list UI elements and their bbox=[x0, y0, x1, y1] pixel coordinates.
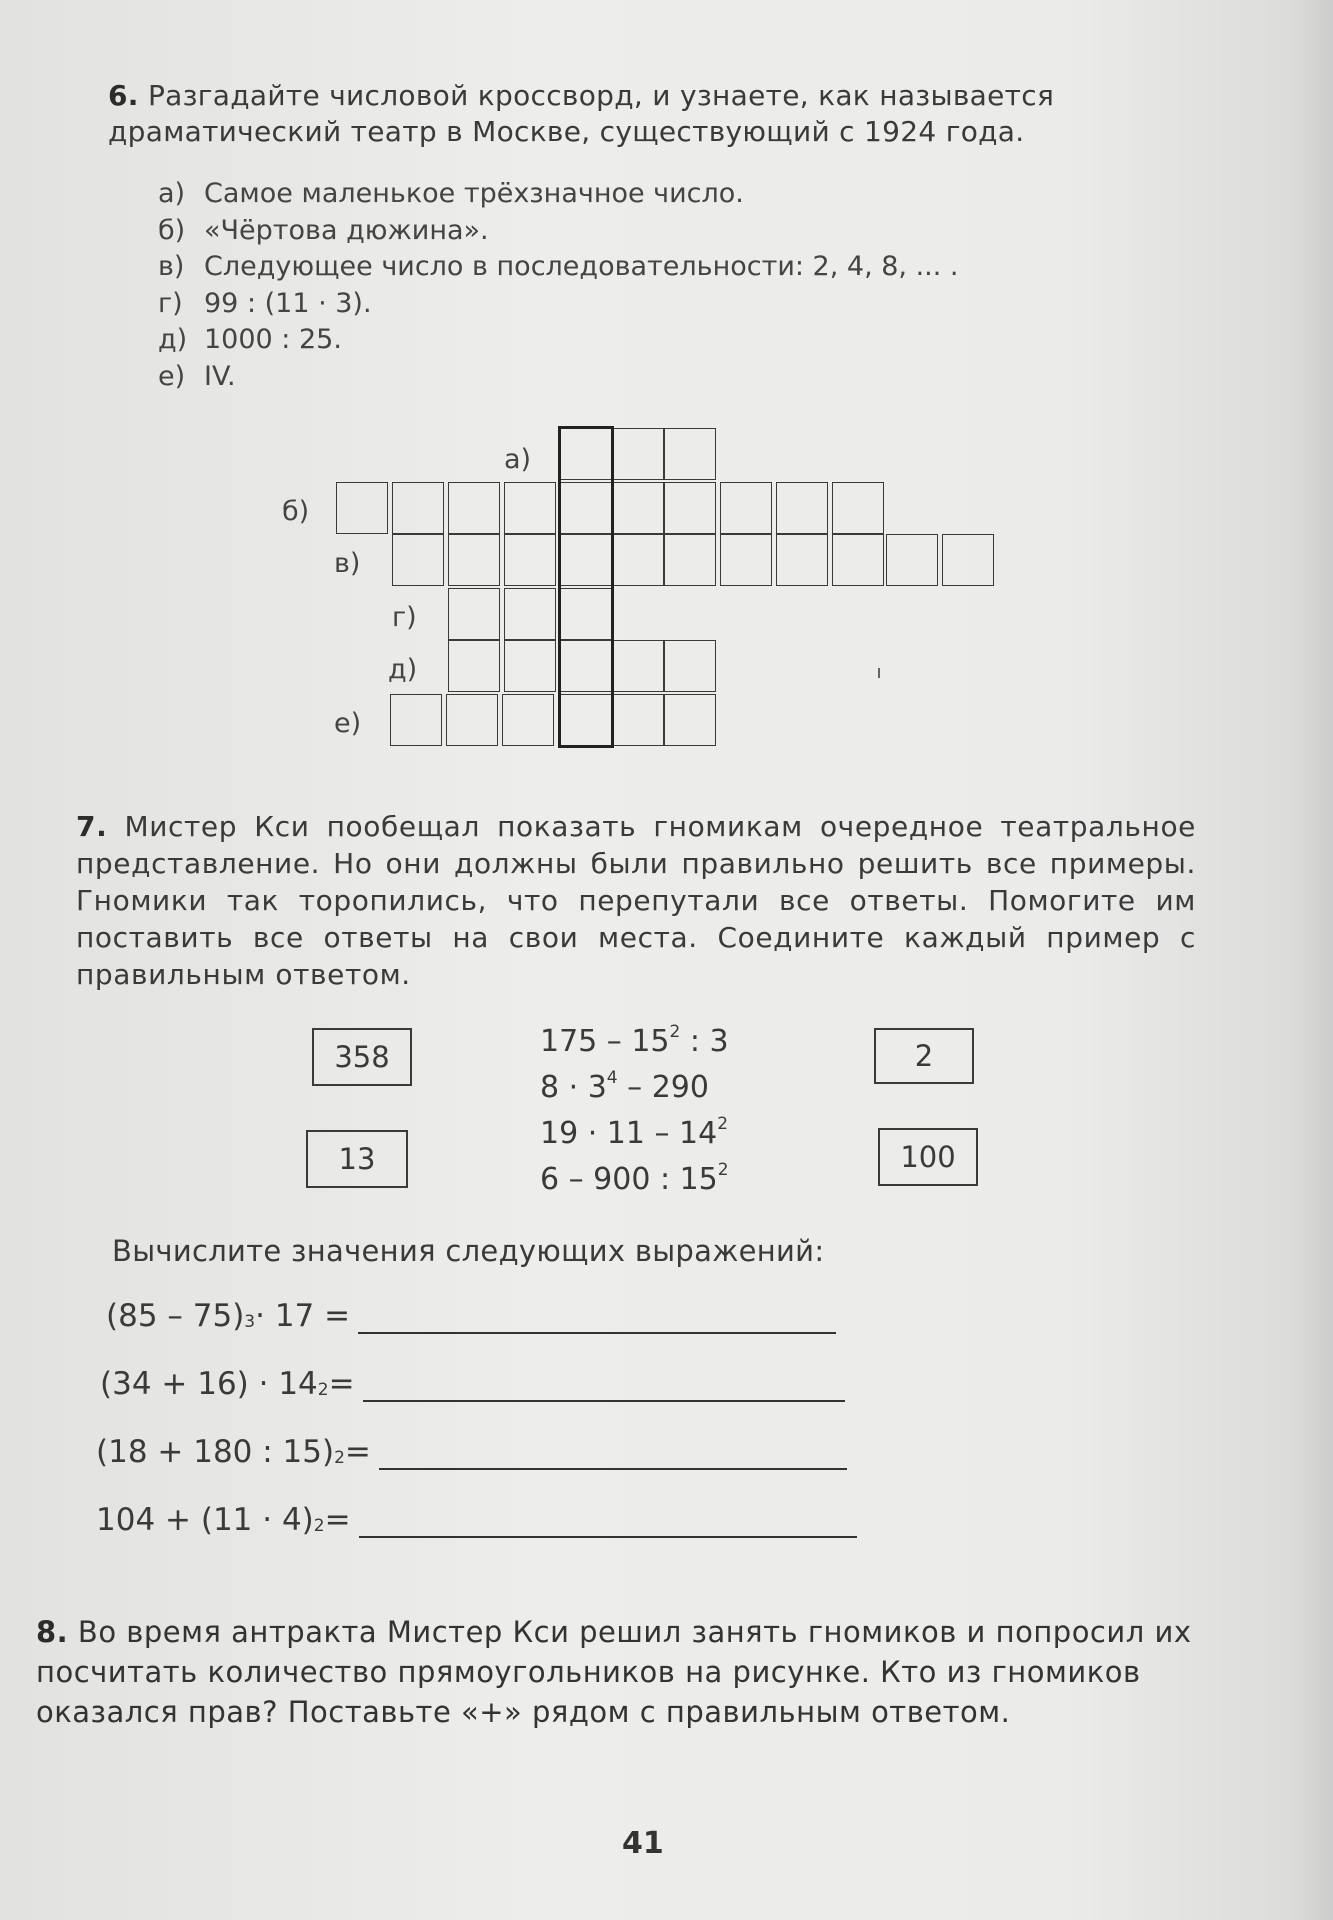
crossword-key-column bbox=[558, 426, 614, 748]
crossword-cell[interactable] bbox=[502, 694, 554, 746]
task6-heading bbox=[108, 78, 1054, 114]
calc-row-4: 104 + (11 · 4) $^2$ = bbox=[96, 1502, 857, 1538]
pencil-mark bbox=[878, 668, 880, 678]
crossword-cell[interactable] bbox=[776, 534, 828, 586]
crossword-cell[interactable] bbox=[336, 482, 388, 534]
crossword-label-v: в) bbox=[334, 548, 361, 579]
crossword-cell[interactable] bbox=[448, 588, 500, 640]
crossword-cell[interactable] bbox=[612, 534, 664, 586]
crossword-cell[interactable] bbox=[612, 482, 664, 534]
task7-number: 7. bbox=[76, 810, 108, 843]
task8-text bbox=[36, 1612, 1256, 1732]
answer-box-left-2[interactable]: 13 bbox=[306, 1130, 408, 1188]
clue-d: д) 1000 : 25. bbox=[158, 324, 342, 355]
calc-row-1: (85 – 75) $^3$ · 17 = bbox=[106, 1298, 836, 1334]
clue-g: г) 99 : (11 · 3). bbox=[158, 287, 372, 319]
task8-number: 8. bbox=[36, 1615, 69, 1649]
answer-line-1[interactable] bbox=[358, 1302, 836, 1334]
crossword-cell[interactable] bbox=[664, 482, 716, 534]
crossword-cell[interactable] bbox=[832, 482, 884, 534]
task7-text bbox=[76, 808, 1196, 993]
crossword-cell[interactable] bbox=[390, 694, 442, 746]
crossword-cell[interactable] bbox=[448, 482, 500, 534]
crossword-cell[interactable] bbox=[612, 640, 664, 692]
calc-row-2: (34 + 16) · 14 $^2$ = bbox=[100, 1366, 845, 1402]
crossword-cell[interactable] bbox=[504, 482, 556, 534]
task8-body: Во время антракта Мистер Кси решил занять гномиков и попросил их посчитать количество прямоугольников на рисунке. Кто из гномиков оказался прав? Поставьте «+» рядом с правильным ответом. bbox=[36, 1615, 1192, 1729]
expression-2[interactable]: $8 \cdot 3^4 - 290$ bbox=[540, 1068, 709, 1105]
crossword-cell[interactable] bbox=[448, 534, 500, 586]
crossword-cell[interactable] bbox=[664, 694, 716, 746]
page-number: 41 bbox=[622, 1826, 664, 1861]
crossword-cell[interactable] bbox=[504, 534, 556, 586]
crossword-cell[interactable] bbox=[776, 482, 828, 534]
crossword-label-d: д) bbox=[388, 654, 418, 685]
answer-line-4[interactable] bbox=[359, 1506, 857, 1538]
task6-number: 6. bbox=[108, 79, 139, 112]
clue-v: в) Следующее число в последовательности: 2, 4, 8, ... . bbox=[158, 251, 959, 282]
calc-heading: Вычислите значения следующих выражений: bbox=[112, 1234, 825, 1268]
crossword-label-a: а) bbox=[504, 444, 532, 475]
task6-text-line1: Разгадайте числовой кроссворд, и узнаете, как называется bbox=[147, 79, 1055, 112]
crossword-label-g: г) bbox=[392, 602, 417, 633]
crossword-cell[interactable] bbox=[720, 534, 772, 586]
crossword-cell[interactable] bbox=[720, 482, 772, 534]
task6-clue-list bbox=[158, 176, 958, 395]
crossword-label-b: б) bbox=[282, 496, 310, 527]
crossword-cell[interactable] bbox=[612, 694, 664, 746]
crossword-cell[interactable] bbox=[664, 428, 716, 480]
answer-box-right-1[interactable]: 2 bbox=[874, 1028, 974, 1084]
crossword-cell[interactable] bbox=[664, 534, 716, 586]
page-shadow bbox=[1293, 0, 1333, 1920]
answer-line-2[interactable] bbox=[363, 1370, 845, 1402]
crossword-cell[interactable] bbox=[504, 588, 556, 640]
crossword-cell[interactable] bbox=[504, 640, 556, 692]
crossword-cell[interactable] bbox=[446, 694, 498, 746]
clue-e: е) IV. bbox=[158, 360, 236, 392]
expression-3[interactable]: $19 \cdot 11 - 14^2$ bbox=[540, 1114, 729, 1151]
answer-box-right-2[interactable]: 100 bbox=[878, 1128, 978, 1186]
crossword-label-e: е) bbox=[334, 708, 362, 739]
expression-1[interactable]: $175 - 15^2$ : 3 bbox=[540, 1022, 729, 1059]
crossword-cell[interactable] bbox=[612, 428, 664, 480]
answer-box-left-1[interactable]: 358 bbox=[312, 1028, 412, 1086]
calc-row-3: (18 + 180 : 15) $^2$ = bbox=[96, 1434, 847, 1470]
task7-body: Мистер Кси пообещал показать гномикам очередное театральное представление. Но они должны были правильно решить все примеры. Гномики так торопились, что перепутали все ответы. Помогите им поставить все ответы на свои места. Соедините каждый пример с правильным ответом. bbox=[76, 810, 1196, 991]
clue-a: а) Самое маленькое трёхзначное число. bbox=[158, 178, 744, 209]
crossword-cell[interactable] bbox=[942, 534, 994, 586]
expression-4[interactable]: 6 – 900 : $15^2$ bbox=[540, 1160, 729, 1197]
crossword-cell[interactable] bbox=[664, 640, 716, 692]
clue-b: б) «Чёртова дюжина». bbox=[158, 214, 489, 246]
crossword-cell[interactable] bbox=[886, 534, 938, 586]
crossword-cell[interactable] bbox=[832, 534, 884, 586]
crossword-cell[interactable] bbox=[448, 640, 500, 692]
crossword-cell[interactable] bbox=[392, 482, 444, 534]
crossword-cell[interactable] bbox=[392, 534, 444, 586]
task6-heading-line2: драматический театр в Москве, существующий с 1924 года. bbox=[108, 115, 1025, 148]
answer-line-3[interactable] bbox=[379, 1438, 847, 1470]
